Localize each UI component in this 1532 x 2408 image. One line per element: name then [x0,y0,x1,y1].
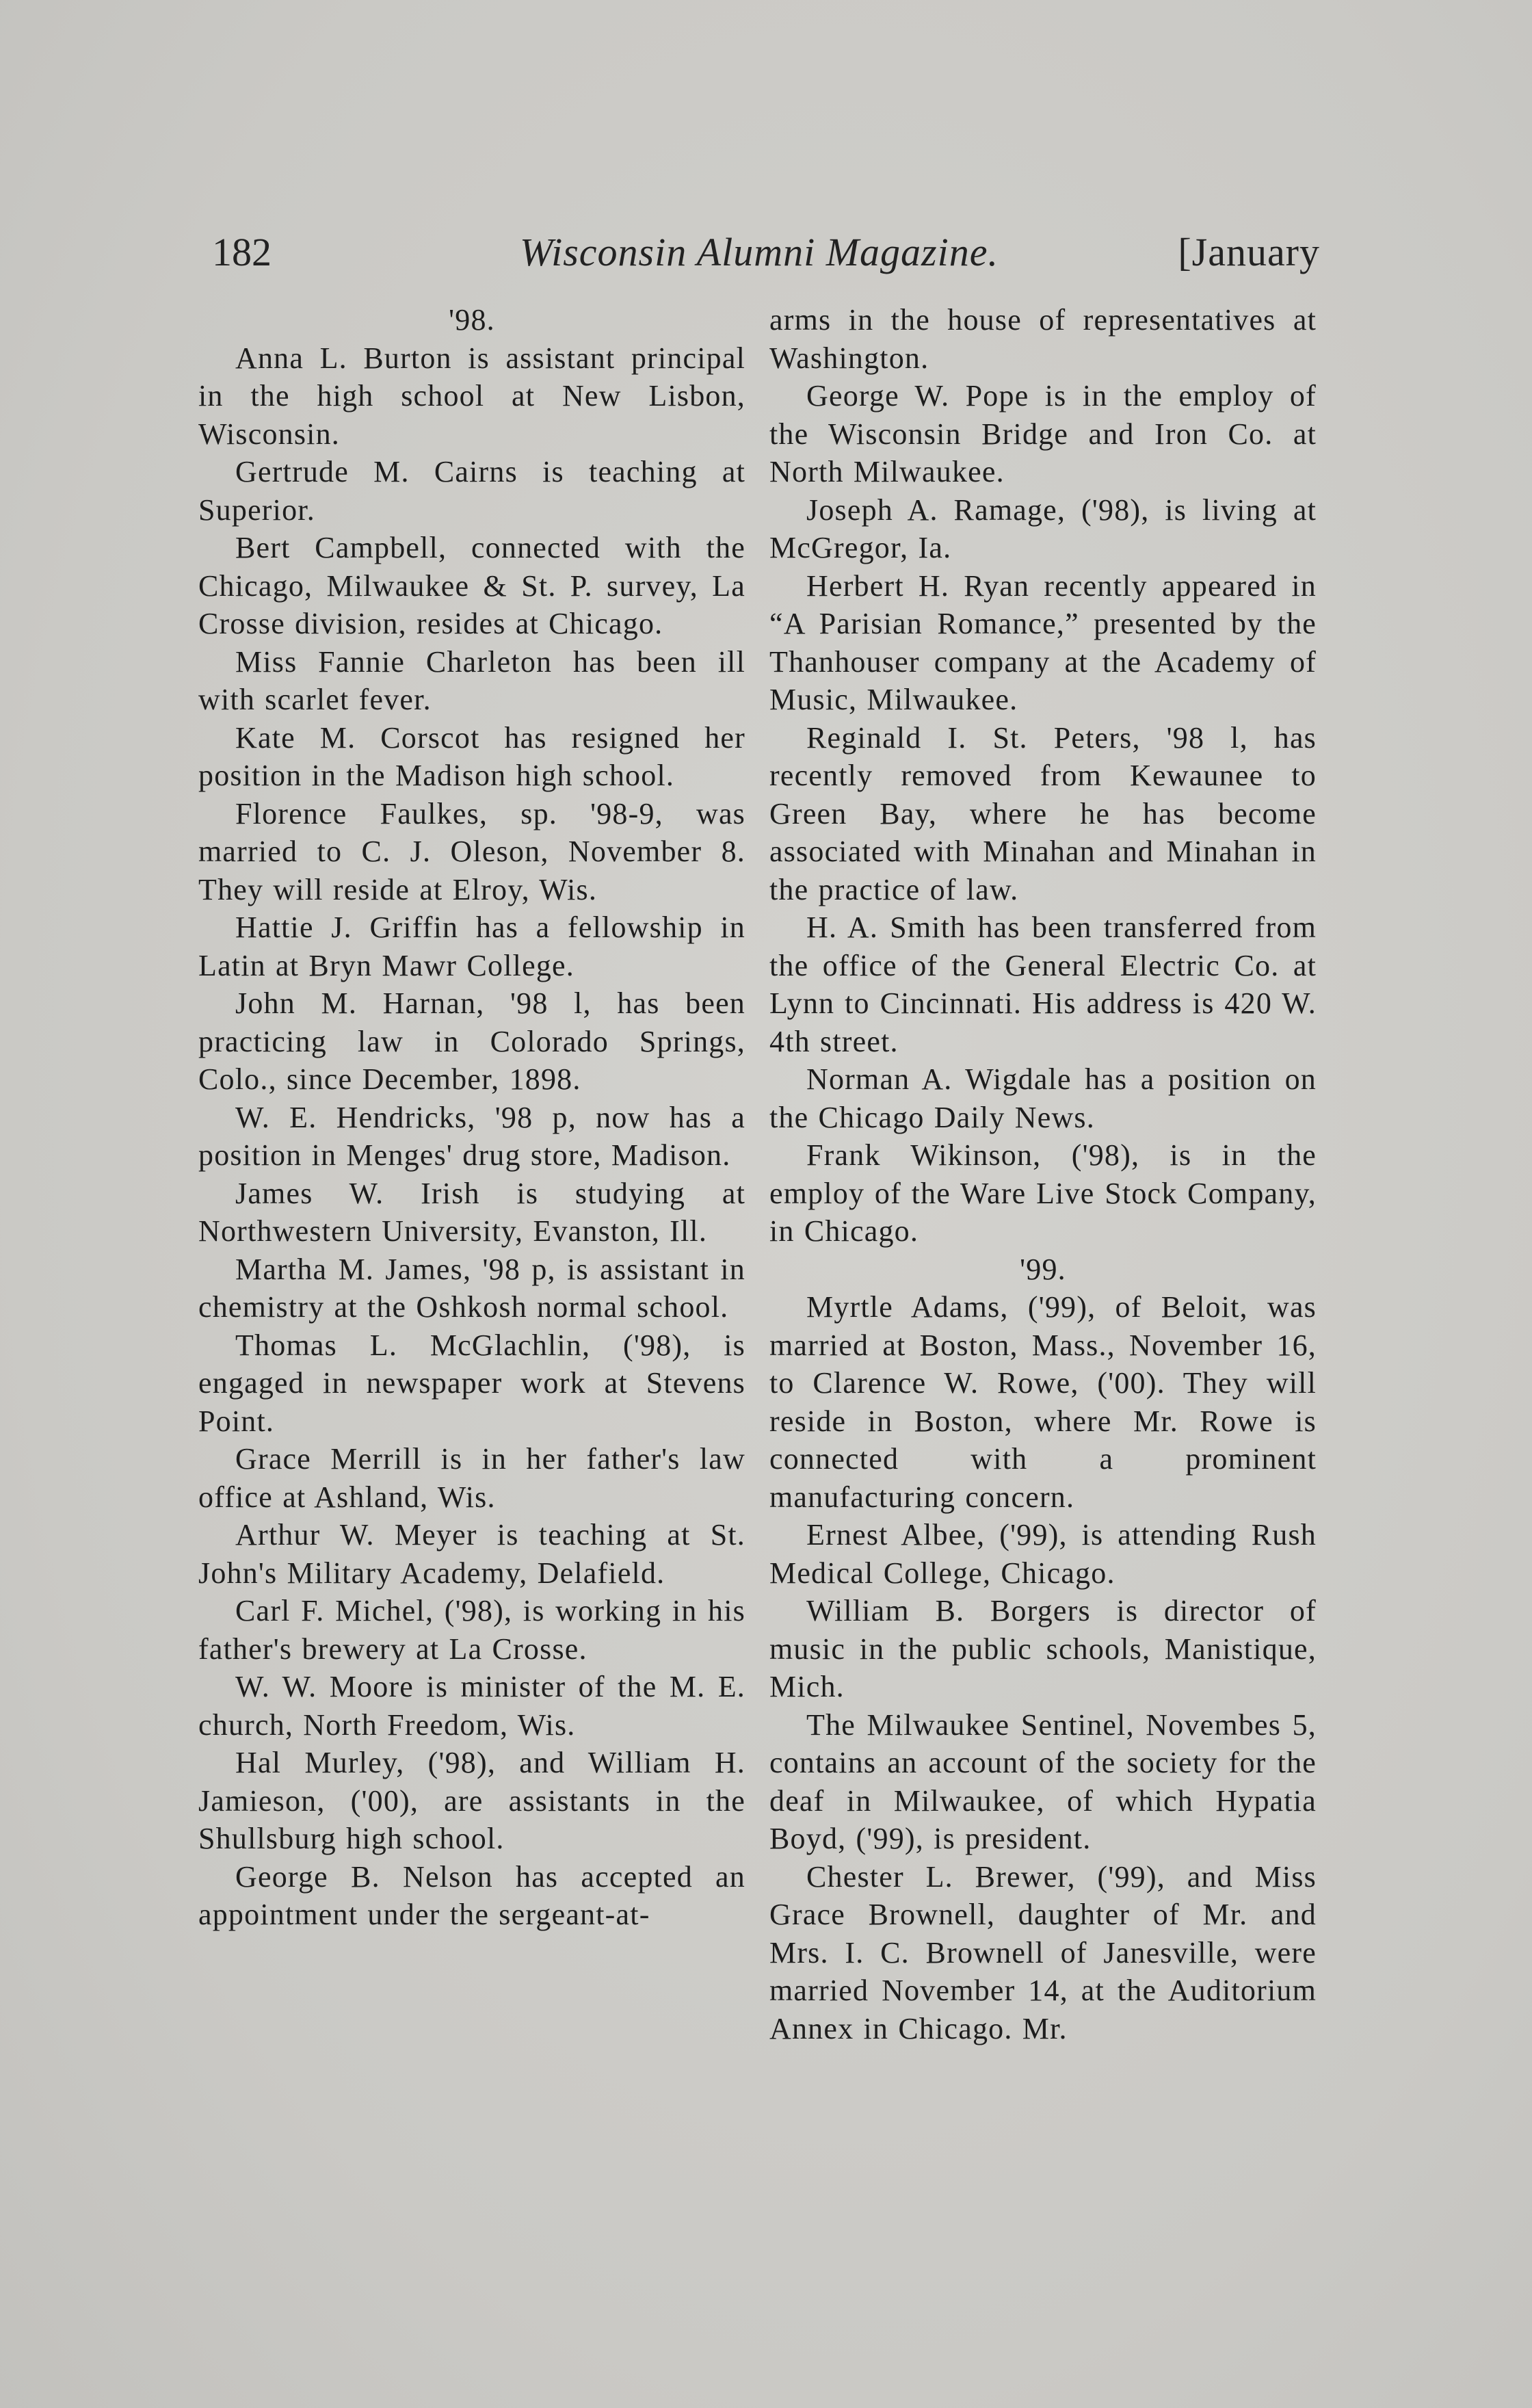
alumni-note: Chester L. Brewer, ('99), and Miss Grace Brownell, daughter of Mr. and Mrs. I. C. Brownell of Janesville, were married November 14, at the Auditorium Annex in Chicago. Mr. [769,1859,1317,2045]
alumni-note: Reginald I. St. Peters, '98 l, has recently removed from Kewaunee to Green Bay, where he has become associated with Minahan and Minahan in the practice of law. [769,720,1317,906]
alumni-note: George W. Pope is in the employ of the Wisconsin Bridge and Iron Co. at North Milwaukee. [769,379,1317,488]
left-column [198,301,745,1934]
class-year-heading: '99. [1020,1252,1066,1286]
right-column [769,301,1317,2047]
alumni-note: Myrtle Adams, ('99), of Beloit, was married at Boston, Mass., November 16, to Clarence W. Rowe, ('00). They will reside in Boston, where Mr. Rowe is connected with a prominent manufacturing concern. [769,1290,1317,1514]
alumni-note: The Milwaukee Sentinel, Novembes 5, contains an account of the society for the deaf in Milwaukee, of which Hypatia Boyd, ('99), is president. [769,1707,1317,1855]
alumni-note: Hal Murley, ('98), and William H. Jamieson, ('00), are assistants in the Shullsburg high school. [198,1746,745,1855]
alumni-note: James W. Irish is studying at Northwestern University, Evanston, Ill. [198,1176,745,1248]
alumni-note: Hattie J. Griffin has a fellowship in Latin at Bryn Mawr College. [198,911,745,982]
alumni-note: Ernest Albee, ('99), is attending Rush Medical College, Chicago. [769,1518,1317,1590]
page-number: 182 [212,230,272,274]
alumni-note: W. W. Moore is minister of the M. E. church, North Freedom, Wis. [198,1670,745,1742]
issue-month: [January [1178,230,1320,274]
alumni-note: William B. Borgers is director of music in the public schools, Manistique, Mich. [769,1594,1317,1703]
alumni-note: Kate M. Corscot has resigned her position in the Madison high school. [198,720,745,792]
alumni-note: Martha M. James, '98 p, is assistant in chemistry at the Oshkosh normal school. [198,1252,745,1324]
class-year-heading: '98. [449,303,495,337]
alumni-note: Miss Fannie Charleton has been ill with scarlet fever. [198,644,745,716]
alumni-note: George B. Nelson has accepted an appointment under the sergeant-at- [198,1859,745,1931]
alumni-note: W. E. Hendricks, '98 p, now has a position in Menges' drug store, Madison. [198,1100,745,1172]
alumni-note: Florence Faulkes, sp. '98-9, was married to C. J. Oleson, November 8. They will reside at Elroy, Wis. [198,796,745,906]
running-header [212,222,1320,284]
alumni-note: Gertrude M. Cairns is teaching at Superior. [198,455,745,527]
alumni-note: Norman A. Wigdale has a position on the Chicago Daily News. [769,1062,1317,1134]
alumni-note: Joseph A. Ramage, ('98), is living at McGregor, Ia. [769,493,1317,564]
alumni-note: Bert Campbell, connected with the Chicago, Milwaukee & St. P. survey, La Crosse division, resides at Chicago. [198,531,745,640]
alumni-note: Thomas L. McGlachlin, ('98), is engaged in newspaper work at Stevens Point. [198,1328,745,1438]
alumni-note: Frank Wikinson, ('98), is in the employ of the Ware Live Stock Company, in Chicago. [769,1138,1317,1248]
alumni-note: Arthur W. Meyer is teaching at St. John's Military Academy, Delafield. [198,1518,745,1590]
alumni-note: John M. Harnan, '98 l, has been practicing law in Colorado Springs, Colo., since December, 1898. [198,986,745,1096]
magazine-title: Wisconsin Alumni Magazine. [520,230,999,274]
alumni-note: Herbert H. Ryan recently appeared in “A Parisian Romance,” presented by the Thanhouser company at the Academy of Music, Milwaukee. [769,568,1317,716]
alumni-note: H. A. Smith has been transferred from the office of the General Electric Co. at Lynn to Cincinnati. His address is 420 W. 4th street. [769,911,1317,1058]
alumni-note: Carl F. Michel, ('98), is working in his father's brewery at La Crosse. [198,1594,745,1666]
alumni-note: Grace Merrill is in her father's law office at Ashland, Wis. [198,1442,745,1514]
alumni-note: Anna L. Burton is assistant principal in the high school at New Lisbon, Wisconsin. [198,341,745,451]
alumni-note-continued: arms in the house of representatives at Washington. [769,303,1317,375]
